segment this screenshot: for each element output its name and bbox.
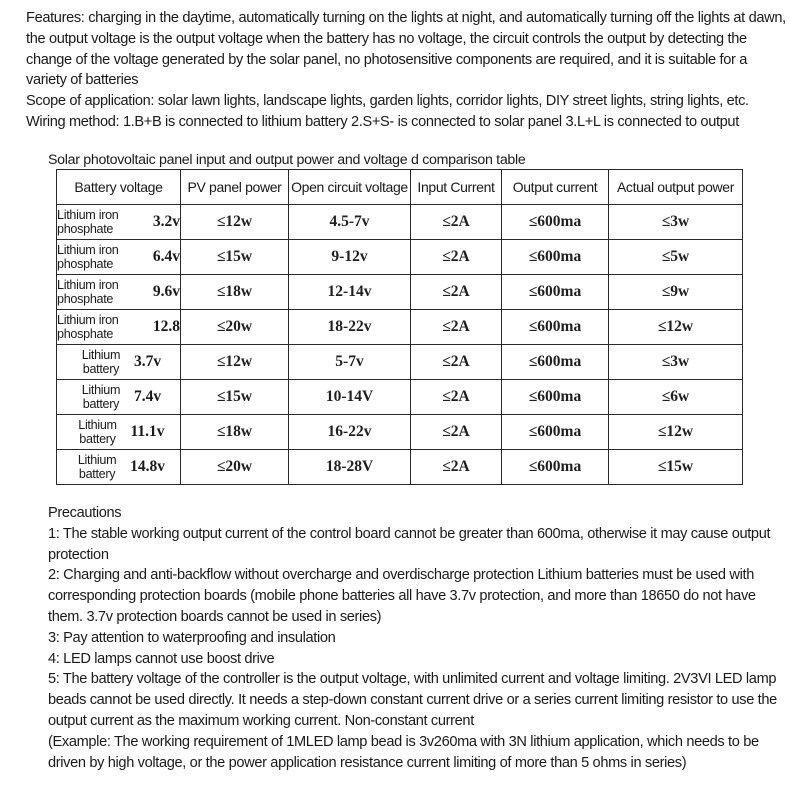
- table-row: [57, 275, 743, 310]
- pv-power-cell: ≤15w: [181, 380, 289, 415]
- battery-type: Lithium battery: [77, 453, 117, 481]
- input-current-cell: ≤2A: [411, 380, 502, 415]
- battery-voltage-cell: [57, 240, 181, 275]
- battery-volt: 12.8: [152, 318, 180, 335]
- comparison-table: [56, 169, 743, 485]
- battery-voltage-cell: [57, 415, 181, 450]
- battery-type: Lithium battery: [81, 348, 121, 376]
- ocv-cell: 4.5-7v: [289, 205, 411, 240]
- precaution-item: 1: The stable working output current of the control board cannot be greater than 600ma, otherwise it may cause output protection: [48, 525, 771, 563]
- output-power-cell: ≤3w: [609, 345, 743, 380]
- precaution-item: 3: Pay attention to waterproofing and insulation: [48, 629, 336, 646]
- precaution-item: 5: The battery voltage of the controller is the output voltage, with unlimited current and voltage limiting. 2V3VI LED lamp beads cannot be used directly. It needs a step-down constant current drive or a series current limiting resistor to use the output current as the maximum working current. Non-constant current: [48, 671, 777, 729]
- battery-voltage-cell: [57, 275, 181, 310]
- battery-volt: 7.4v: [133, 388, 162, 405]
- output-power-cell: ≤5w: [609, 240, 743, 275]
- precautions-section: [48, 503, 788, 773]
- pv-power-cell: ≤20w: [181, 310, 289, 345]
- table-row: [57, 450, 743, 485]
- precautions-title: Precautions: [48, 505, 122, 521]
- output-current-cell: ≤600ma: [502, 240, 609, 275]
- input-current-cell: ≤2A: [411, 240, 502, 275]
- header-open-circuit-voltage: Open circuit voltage: [289, 170, 411, 205]
- battery-voltage-cell: [57, 345, 181, 380]
- input-current-cell: ≤2A: [411, 205, 502, 240]
- input-current-cell: ≤2A: [411, 310, 502, 345]
- precaution-item: 4: LED lamps cannot use boost drive: [48, 650, 275, 667]
- ocv-cell: 9-12v: [289, 240, 411, 275]
- intro-section: [26, 8, 786, 133]
- output-current-cell: ≤600ma: [502, 450, 609, 485]
- pv-power-cell: ≤20w: [181, 450, 289, 485]
- output-current-cell: ≤600ma: [502, 345, 609, 380]
- header-output-current: Output current: [502, 170, 609, 205]
- pv-power-cell: ≤18w: [181, 415, 289, 450]
- precaution-item: 2: Charging and anti-backflow without overcharge and overdischarge protection Lithium batteries must be used with corresponding protection boards (mobile phone batteries all have 3.7v protection, and more than 18650 do not have them. 3.7v protection boards cannot be used in series): [48, 567, 756, 625]
- battery-type: Lithium iron phosphate: [57, 243, 119, 271]
- battery-type: Lithium iron phosphate: [57, 208, 119, 236]
- ocv-cell: 16-22v: [289, 415, 411, 450]
- features-text: Features: charging in the daytime, automatically turning on the lights at night, and automatically turning off the lights at dawn, the output voltage is the output voltage when the battery has no voltage, the circuit controls the output by detecting the change of the voltage generated by the solar panel, no photosensitive components are required, and it is suitable for a variety of batteries: [26, 10, 786, 89]
- input-current-cell: ≤2A: [411, 450, 502, 485]
- ocv-cell: 12-14v: [289, 275, 411, 310]
- pv-power-cell: ≤12w: [181, 345, 289, 380]
- battery-volt: 11.1v: [130, 423, 165, 440]
- ocv-cell: 18-28V: [289, 450, 411, 485]
- output-power-cell: ≤6w: [609, 380, 743, 415]
- battery-type: Lithium iron phosphate: [57, 278, 119, 306]
- output-power-cell: ≤3w: [609, 205, 743, 240]
- output-power-cell: ≤15w: [609, 450, 743, 485]
- output-power-cell: ≤9w: [609, 275, 743, 310]
- output-current-cell: ≤600ma: [502, 275, 609, 310]
- battery-type: Lithium battery: [81, 383, 121, 411]
- output-current-cell: ≤600ma: [502, 310, 609, 345]
- battery-type: Lithium battery: [78, 418, 117, 446]
- table-caption: Solar photovoltaic panel input and output power and voltage d comparison table: [48, 152, 526, 168]
- table-row: [57, 415, 743, 450]
- battery-voltage-cell: [57, 380, 181, 415]
- header-battery-voltage: Battery voltage: [57, 170, 181, 205]
- output-current-cell: ≤600ma: [502, 205, 609, 240]
- battery-volt: 14.8v: [130, 458, 165, 475]
- pv-power-cell: ≤18w: [181, 275, 289, 310]
- table-row: [57, 240, 743, 275]
- table-row: [57, 345, 743, 380]
- ocv-cell: 5-7v: [289, 345, 411, 380]
- header-input-current: Input Current: [411, 170, 502, 205]
- input-current-cell: ≤2A: [411, 345, 502, 380]
- input-current-cell: ≤2A: [411, 275, 502, 310]
- precaution-example: (Example: The working requirement of 1MLED lamp bead is 3v260ma with 3N lithium application, which needs to be driven by high voltage, or the power application resistance current limiting of more than 5 ohms in series): [48, 733, 759, 771]
- output-power-cell: ≤12w: [609, 415, 743, 450]
- battery-type: Lithium iron phosphate: [57, 313, 119, 341]
- ocv-cell: 10-14V: [289, 380, 411, 415]
- table-row: [57, 205, 743, 240]
- battery-voltage-cell: [57, 310, 181, 345]
- header-actual-output-power: Actual output power: [609, 170, 743, 205]
- wiring-text: Wiring method: 1.B+B is connected to lithium battery 2.S+S- is connected to solar panel 3.L+L is connected to output: [26, 113, 739, 130]
- pv-power-cell: ≤15w: [181, 240, 289, 275]
- battery-volt: 3.7v: [133, 353, 162, 370]
- header-pv-panel-power: PV panel power: [181, 170, 289, 205]
- pv-power-cell: ≤12w: [181, 205, 289, 240]
- table-row: [57, 380, 743, 415]
- scope-text: Scope of application: solar lawn lights, landscape lights, garden lights, corridor lights, DIY street lights, string lights, etc.: [26, 93, 749, 110]
- battery-volt: 9.6v: [152, 283, 180, 300]
- output-power-cell: ≤12w: [609, 310, 743, 345]
- battery-voltage-cell: [57, 205, 181, 240]
- battery-voltage-cell: [57, 450, 181, 485]
- output-current-cell: ≤600ma: [502, 415, 609, 450]
- ocv-cell: 18-22v: [289, 310, 411, 345]
- table-header-row: [57, 170, 743, 205]
- battery-volt: 6.4v: [152, 248, 180, 265]
- output-current-cell: ≤600ma: [502, 380, 609, 415]
- battery-volt: 3.2v: [152, 213, 180, 230]
- table-row: [57, 310, 743, 345]
- input-current-cell: ≤2A: [411, 415, 502, 450]
